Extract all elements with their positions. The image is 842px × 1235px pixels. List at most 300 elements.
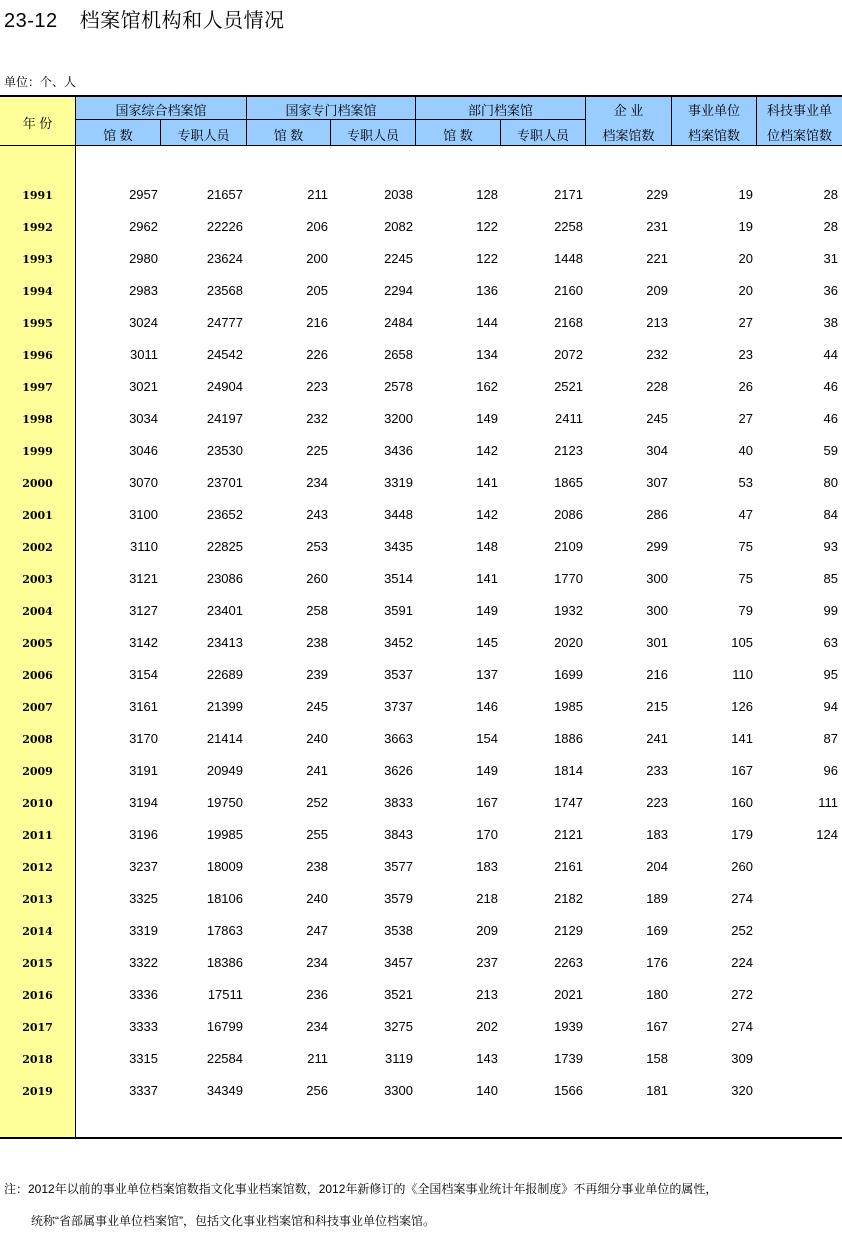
- header-enterprise-sub: 档案馆数: [602, 128, 655, 143]
- year-cell: 1993: [22, 253, 53, 266]
- value-cell: 3452: [384, 635, 413, 650]
- value-cell: 206: [306, 219, 328, 234]
- year-cell: 2008: [22, 733, 53, 746]
- value-cell: 3110: [130, 539, 158, 554]
- value-cell: 149: [476, 411, 498, 426]
- value-cell: 80: [823, 475, 838, 490]
- year-cell: 2014: [22, 925, 53, 938]
- value-cell: 20: [738, 251, 753, 266]
- value-cell: 23401: [206, 603, 243, 618]
- year-cell: 2019: [22, 1085, 53, 1098]
- value-cell: 234: [306, 475, 328, 490]
- header-count: 馆 数: [443, 128, 473, 143]
- value-cell: 307: [646, 475, 668, 490]
- year-cell: 1996: [22, 349, 53, 362]
- value-cell: 231: [646, 219, 668, 234]
- year-cell: 2013: [22, 893, 53, 906]
- value-cell: 141: [476, 571, 498, 586]
- value-cell: 85: [823, 571, 838, 586]
- value-cell: 47: [738, 507, 753, 522]
- value-cell: 34349: [206, 1083, 243, 1098]
- value-cell: 3024: [129, 315, 158, 330]
- value-cell: 300: [646, 603, 668, 618]
- value-cell: 2980: [129, 251, 158, 266]
- value-cell: 44: [823, 347, 838, 362]
- value-cell: 40: [738, 443, 753, 458]
- value-cell: 243: [306, 507, 328, 522]
- value-cell: 24777: [206, 315, 243, 330]
- value-cell: 158: [646, 1051, 668, 1066]
- value-cell: 3579: [384, 891, 413, 906]
- value-cell: 24542: [206, 347, 243, 362]
- value-cell: 141: [476, 475, 498, 490]
- value-cell: 167: [646, 1019, 668, 1034]
- value-cell: 46: [823, 379, 838, 394]
- year-cell: 1997: [22, 381, 53, 394]
- value-cell: 105: [731, 635, 753, 650]
- value-cell: 167: [731, 763, 753, 778]
- value-cell: 2072: [554, 347, 583, 362]
- value-cell: 3591: [384, 603, 413, 618]
- value-cell: 23652: [206, 507, 243, 522]
- value-cell: 216: [306, 315, 328, 330]
- value-cell: 183: [476, 859, 498, 874]
- value-cell: 3021: [129, 379, 158, 394]
- header-scitech: 科技事业单: [766, 103, 832, 118]
- value-cell: 3322: [129, 955, 158, 970]
- value-cell: 216: [646, 667, 668, 682]
- value-cell: 2082: [384, 219, 413, 234]
- value-cell: 228: [646, 379, 668, 394]
- value-cell: 2021: [554, 987, 583, 1002]
- value-cell: 17863: [206, 923, 243, 938]
- value-cell: 3737: [384, 699, 413, 714]
- value-cell: 2160: [554, 283, 583, 298]
- value-cell: 221: [646, 251, 668, 266]
- table-row: [0, 697, 842, 717]
- value-cell: 304: [646, 443, 668, 458]
- data-table: [0, 95, 842, 1139]
- value-cell: 1939: [554, 1019, 583, 1034]
- value-cell: 53: [738, 475, 753, 490]
- value-cell: 3034: [129, 411, 158, 426]
- value-cell: 23086: [206, 571, 243, 586]
- value-cell: 272: [731, 987, 753, 1002]
- table-top-rule: [0, 95, 842, 97]
- value-cell: 256: [306, 1083, 328, 1098]
- value-cell: 2983: [129, 283, 158, 298]
- value-cell: 211: [307, 1051, 328, 1066]
- value-cell: 2020: [554, 635, 583, 650]
- table-row: [0, 217, 842, 237]
- table-row: [0, 441, 842, 461]
- year-cell: 1991: [22, 189, 53, 202]
- value-cell: 225: [306, 443, 328, 458]
- value-cell: 2484: [384, 315, 413, 330]
- unit-label: 单位：个、人: [4, 75, 77, 89]
- value-cell: 245: [306, 699, 328, 714]
- header-year: 年 份: [22, 116, 53, 131]
- value-cell: 162: [476, 379, 498, 394]
- value-cell: 2957: [129, 187, 158, 202]
- value-cell: 154: [476, 731, 498, 746]
- value-cell: 180: [646, 987, 668, 1002]
- value-cell: 3046: [129, 443, 158, 458]
- value-cell: 3577: [384, 859, 413, 874]
- value-cell: 260: [731, 859, 753, 874]
- value-cell: 3457: [384, 955, 413, 970]
- year-cell: 2017: [22, 1021, 53, 1034]
- value-cell: 274: [731, 1019, 753, 1034]
- value-cell: 2411: [555, 411, 583, 426]
- value-cell: 141: [731, 731, 753, 746]
- value-cell: 1448: [554, 251, 583, 266]
- value-cell: 2658: [384, 347, 413, 362]
- value-cell: 218: [476, 891, 498, 906]
- value-cell: 223: [646, 795, 668, 810]
- value-cell: 3436: [384, 443, 413, 458]
- value-cell: 21399: [206, 699, 243, 714]
- value-cell: 136: [476, 283, 498, 298]
- value-cell: 183: [646, 827, 668, 842]
- value-cell: 19985: [206, 827, 243, 842]
- table-bottom-rule: [0, 1137, 842, 1139]
- value-cell: 21414: [206, 731, 243, 746]
- value-cell: 170: [476, 827, 498, 842]
- header-count: 馆 数: [103, 128, 133, 143]
- value-cell: 3142: [129, 635, 158, 650]
- value-cell: 142: [476, 507, 498, 522]
- value-cell: 169: [646, 923, 668, 938]
- value-cell: 3521: [384, 987, 413, 1002]
- value-cell: 2086: [554, 507, 583, 522]
- table-row: [0, 281, 842, 301]
- header-public-institution-sub: 档案馆数: [687, 128, 740, 143]
- table-row: [0, 409, 842, 429]
- year-cell: 2016: [22, 989, 53, 1002]
- header-public-institution: 事业单位: [687, 103, 740, 118]
- value-cell: 134: [476, 347, 498, 362]
- value-cell: 2521: [554, 379, 583, 394]
- value-cell: 22689: [206, 667, 243, 682]
- value-cell: 22825: [206, 539, 243, 554]
- footnote-line-2: 统称“省部属事业单位档案馆”，包括文化事业档案馆和科技事业单位档案馆。: [31, 1214, 435, 1228]
- value-cell: 209: [476, 923, 498, 938]
- value-cell: 16799: [206, 1019, 243, 1034]
- value-cell: 181: [646, 1083, 668, 1098]
- value-cell: 3154: [129, 667, 158, 682]
- value-cell: 224: [731, 955, 753, 970]
- table-title: 档案馆机构和人员情况: [79, 10, 285, 32]
- value-cell: 137: [476, 667, 498, 682]
- value-cell: 1699: [554, 667, 583, 682]
- value-cell: 3626: [384, 763, 413, 778]
- value-cell: 301: [646, 635, 668, 650]
- value-cell: 215: [646, 699, 668, 714]
- value-cell: 2121: [554, 827, 583, 842]
- value-cell: 204: [646, 859, 668, 874]
- table-row: [0, 793, 842, 813]
- value-cell: 241: [306, 763, 328, 778]
- page-title: [4, 4, 285, 33]
- value-cell: 236: [306, 987, 328, 1002]
- value-cell: 1739: [554, 1051, 583, 1066]
- value-cell: 3121: [129, 571, 158, 586]
- value-cell: 2109: [554, 539, 583, 554]
- value-cell: 3161: [129, 699, 158, 714]
- value-cell: 3070: [129, 475, 158, 490]
- header-scitech-sub: 位档案馆数: [766, 128, 832, 143]
- value-cell: 2038: [384, 187, 413, 202]
- value-cell: 145: [476, 635, 498, 650]
- value-cell: 229: [646, 187, 668, 202]
- value-cell: 309: [731, 1051, 753, 1066]
- value-cell: 128: [476, 187, 498, 202]
- table-row: [0, 889, 842, 909]
- year-cell: 2012: [22, 861, 53, 874]
- value-cell: 3514: [384, 571, 413, 586]
- value-cell: 252: [306, 795, 328, 810]
- table-number: 23-12: [4, 10, 58, 32]
- value-cell: 2171: [554, 187, 583, 202]
- value-cell: 75: [738, 539, 753, 554]
- value-cell: 253: [306, 539, 328, 554]
- year-cell: 2015: [22, 957, 53, 970]
- value-cell: 3100: [129, 507, 158, 522]
- value-cell: 19750: [206, 795, 243, 810]
- value-cell: 18106: [206, 891, 243, 906]
- value-cell: 213: [476, 987, 498, 1002]
- value-cell: 3200: [384, 411, 413, 426]
- table-row: [0, 473, 842, 493]
- value-cell: 21657: [206, 187, 243, 202]
- value-cell: 3275: [384, 1019, 413, 1034]
- value-cell: 223: [306, 379, 328, 394]
- value-cell: 3435: [384, 539, 413, 554]
- value-cell: 239: [306, 667, 328, 682]
- value-cell: 75: [738, 571, 753, 586]
- table-row: [0, 825, 842, 845]
- value-cell: 1814: [554, 763, 583, 778]
- value-cell: 1770: [554, 571, 583, 586]
- value-cell: 110: [732, 667, 753, 682]
- value-cell: 226: [306, 347, 328, 362]
- value-cell: 2962: [129, 219, 158, 234]
- value-cell: 20: [738, 283, 753, 298]
- value-cell: 148: [476, 539, 498, 554]
- value-cell: 87: [823, 731, 838, 746]
- value-cell: 179: [731, 827, 753, 842]
- value-cell: 205: [306, 283, 328, 298]
- value-cell: 3119: [385, 1051, 413, 1066]
- value-cell: 234: [306, 955, 328, 970]
- value-cell: 2294: [384, 283, 413, 298]
- value-cell: 3011: [130, 347, 158, 362]
- value-cell: 27: [738, 411, 753, 426]
- value-cell: 2245: [384, 251, 413, 266]
- value-cell: 18009: [206, 859, 243, 874]
- header-staff: 专职人员: [346, 128, 399, 143]
- value-cell: 22584: [206, 1051, 243, 1066]
- value-cell: 95: [823, 667, 838, 682]
- value-cell: 3337: [129, 1083, 158, 1098]
- value-cell: 144: [476, 315, 498, 330]
- value-cell: 23413: [206, 635, 243, 650]
- value-cell: 3336: [129, 987, 158, 1002]
- year-cell: 2002: [22, 541, 53, 554]
- value-cell: 3537: [384, 667, 413, 682]
- value-cell: 59: [823, 443, 838, 458]
- value-cell: 2161: [554, 859, 583, 874]
- value-cell: 28: [823, 187, 838, 202]
- value-cell: 247: [306, 923, 328, 938]
- value-cell: 3237: [129, 859, 158, 874]
- table-row: [0, 985, 842, 1005]
- value-cell: 3319: [129, 923, 158, 938]
- table-row: [0, 761, 842, 781]
- value-cell: 3538: [384, 923, 413, 938]
- value-cell: 3325: [129, 891, 158, 906]
- value-cell: 258: [306, 603, 328, 618]
- table-row: [0, 857, 842, 877]
- value-cell: 99: [823, 603, 838, 618]
- value-cell: 3170: [129, 731, 158, 746]
- value-cell: 1886: [554, 731, 583, 746]
- value-cell: 232: [306, 411, 328, 426]
- value-cell: 20949: [206, 763, 243, 778]
- value-cell: 1566: [554, 1083, 583, 1098]
- value-cell: 241: [646, 731, 668, 746]
- value-cell: 2258: [554, 219, 583, 234]
- value-cell: 299: [646, 539, 668, 554]
- year-cell: 2010: [22, 797, 53, 810]
- value-cell: 22226: [206, 219, 243, 234]
- value-cell: 160: [731, 795, 753, 810]
- value-cell: 233: [646, 763, 668, 778]
- value-cell: 146: [476, 699, 498, 714]
- value-cell: 31: [823, 251, 838, 266]
- value-cell: 23: [738, 347, 753, 362]
- value-cell: 237: [476, 955, 498, 970]
- value-cell: 3127: [129, 603, 158, 618]
- value-cell: 19: [738, 187, 753, 202]
- table-row: [0, 729, 842, 749]
- value-cell: 189: [646, 891, 668, 906]
- value-cell: 274: [731, 891, 753, 906]
- year-cell: 2006: [22, 669, 53, 682]
- value-cell: 143: [476, 1051, 498, 1066]
- value-cell: 84: [823, 507, 838, 522]
- value-cell: 23568: [206, 283, 243, 298]
- value-cell: 245: [646, 411, 668, 426]
- header-bottom-rule: [0, 145, 842, 146]
- value-cell: 27: [738, 315, 753, 330]
- value-cell: 124: [816, 827, 838, 842]
- value-cell: 94: [823, 699, 838, 714]
- table-row: [0, 921, 842, 941]
- value-cell: 240: [306, 891, 328, 906]
- table-row: [0, 665, 842, 685]
- value-cell: 167: [476, 795, 498, 810]
- value-cell: 2263: [554, 955, 583, 970]
- year-cell: 2003: [22, 573, 53, 586]
- table-row: [0, 633, 842, 653]
- value-cell: 2123: [554, 443, 583, 458]
- year-cell: 2000: [22, 477, 53, 490]
- value-cell: 126: [731, 699, 753, 714]
- value-cell: 26: [738, 379, 753, 394]
- value-cell: 232: [646, 347, 668, 362]
- year-cell: 2009: [22, 765, 53, 778]
- value-cell: 19: [738, 219, 753, 234]
- table-row: [0, 185, 842, 205]
- table-row: [0, 505, 842, 525]
- value-cell: 23530: [206, 443, 243, 458]
- table-row: [0, 953, 842, 973]
- table-row: [0, 569, 842, 589]
- year-cell: 2018: [22, 1053, 53, 1066]
- year-cell: 2011: [22, 829, 53, 842]
- year-cell: 1994: [22, 285, 53, 298]
- value-cell: 3196: [129, 827, 158, 842]
- year-cell: 2001: [22, 509, 53, 522]
- value-cell: 140: [476, 1083, 498, 1098]
- year-cell: 1999: [22, 445, 53, 458]
- year-cell: 2004: [22, 605, 53, 618]
- year-cell: 2005: [22, 637, 53, 650]
- table-row: [0, 313, 842, 333]
- value-cell: 24904: [206, 379, 243, 394]
- value-cell: 211: [307, 187, 328, 202]
- value-cell: 320: [731, 1083, 753, 1098]
- value-cell: 3833: [384, 795, 413, 810]
- value-cell: 202: [476, 1019, 498, 1034]
- footnote-line-1: 注：2012年以前的事业单位档案馆数指文化事业档案馆数，2012年新修订的《全国档案事业统计年报制度》不再细分事业单位的属性，: [4, 1182, 718, 1196]
- header-enterprise: 企 业: [613, 103, 644, 118]
- value-cell: 149: [476, 763, 498, 778]
- value-cell: 255: [306, 827, 328, 842]
- table-row: [0, 1049, 842, 1069]
- value-cell: 3319: [384, 475, 413, 490]
- value-cell: 23701: [206, 475, 243, 490]
- table-row: [0, 377, 842, 397]
- value-cell: 3194: [129, 795, 158, 810]
- value-cell: 1985: [554, 699, 583, 714]
- value-cell: 3333: [129, 1019, 158, 1034]
- value-cell: 3191: [129, 763, 158, 778]
- value-cell: 1865: [554, 475, 583, 490]
- year-cell: 2007: [22, 701, 53, 714]
- table-row: [0, 537, 842, 557]
- value-cell: 28: [823, 219, 838, 234]
- value-cell: 18386: [206, 955, 243, 970]
- table-row: [0, 1081, 842, 1101]
- header-departmental: 部门档案馆: [467, 103, 533, 118]
- value-cell: 176: [646, 955, 668, 970]
- value-cell: 79: [738, 603, 753, 618]
- table-row: [0, 601, 842, 621]
- value-cell: 3663: [384, 731, 413, 746]
- header-staff: 专职人员: [177, 128, 230, 143]
- value-cell: 93: [823, 539, 838, 554]
- value-cell: 63: [823, 635, 838, 650]
- value-cell: 3448: [384, 507, 413, 522]
- value-cell: 2578: [384, 379, 413, 394]
- value-cell: 1932: [554, 603, 583, 618]
- value-cell: 46: [823, 411, 838, 426]
- value-cell: 3843: [384, 827, 413, 842]
- value-cell: 17511: [207, 987, 243, 1002]
